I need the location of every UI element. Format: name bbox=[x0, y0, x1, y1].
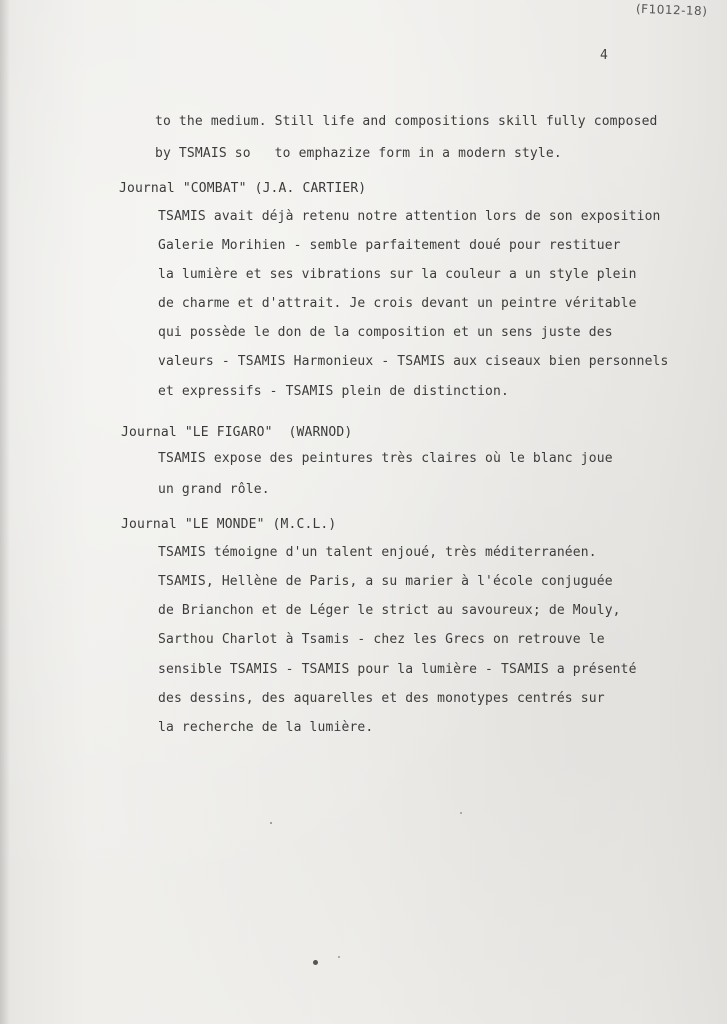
ink-speck bbox=[313, 960, 318, 965]
ink-speck bbox=[270, 822, 272, 824]
section-heading-monde: Journal "LE MONDE" (M.C.L.) bbox=[121, 517, 337, 532]
text-line: TSAMIS, Hellène de Paris, a su marier à l'école conjuguée bbox=[158, 574, 613, 589]
text-line: TSAMIS expose des peintures très claires où le blanc joue bbox=[158, 451, 613, 466]
text-line: Galerie Morihien - semble parfaitement doué pour restituer bbox=[158, 238, 621, 253]
text-line: qui possède le don de la composition et un sens juste des bbox=[158, 325, 613, 340]
text-line: TSAMIS témoigne d'un talent enjoué, très méditerranéen. bbox=[158, 545, 597, 560]
text-line: TSAMIS avait déjà retenu notre attention lors de son exposition bbox=[158, 209, 661, 224]
text-line: des dessins, des aquarelles et des monotypes centrés sur bbox=[158, 691, 605, 706]
text-line: la recherche de la lumière. bbox=[158, 720, 374, 735]
text-line: by TSMAIS so to emphazize form in a modern style. bbox=[155, 146, 562, 161]
section-heading-figaro: Journal "LE FIGARO" (WARNOD) bbox=[121, 425, 353, 440]
page-number: 4 bbox=[600, 48, 608, 63]
text-line: la lumière et ses vibrations sur la couleur a un style plein bbox=[158, 267, 637, 282]
handwritten-reference: (F1012-18) bbox=[635, 1, 708, 19]
text-line: un grand rôle. bbox=[158, 482, 270, 497]
section-heading-combat: Journal "COMBAT" (J.A. CARTIER) bbox=[119, 181, 367, 196]
page-edge-shadow bbox=[0, 0, 10, 1024]
text-line: to the medium. Still life and compositions skill fully composed bbox=[155, 114, 658, 129]
text-line: de Brianchon et de Léger le strict au savoureux; de Mouly, bbox=[158, 603, 621, 618]
text-line: valeurs - TSAMIS Harmonieux - TSAMIS aux ciseaux bien personnels bbox=[158, 354, 669, 369]
text-line: de charme et d'attrait. Je crois devant un peintre véritable bbox=[158, 296, 637, 311]
text-line: et expressifs - TSAMIS plein de distinction. bbox=[158, 384, 509, 399]
text-line: Sarthou Charlot à Tsamis - chez les Grecs on retrouve le bbox=[158, 632, 605, 647]
ink-speck bbox=[460, 812, 462, 814]
text-line: sensible TSAMIS - TSAMIS pour la lumière - TSAMIS a présenté bbox=[158, 662, 637, 677]
ink-speck bbox=[338, 956, 340, 958]
